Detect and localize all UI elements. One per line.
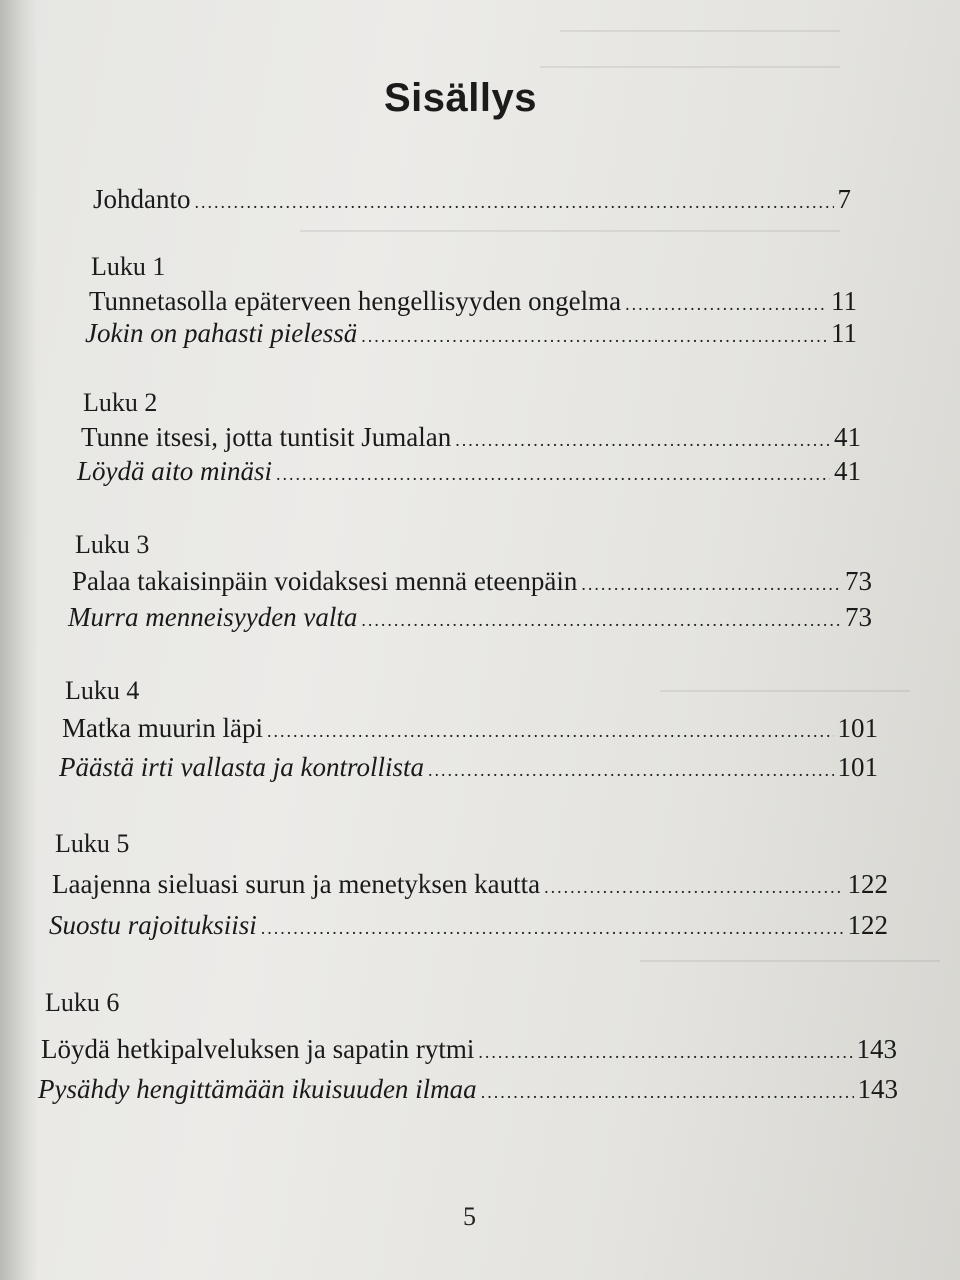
dot-leader — [267, 721, 834, 742]
toc-page-number: 122 — [847, 869, 888, 899]
toc-page-number: 11 — [831, 286, 857, 316]
page-title: Sisällys — [384, 76, 538, 120]
toc-entry-label: Tunne itsesi, jotta tuntisit Jumalan — [81, 422, 452, 452]
toc-page-number: 101 — [837, 713, 878, 743]
toc-entry-label: Johdanto — [93, 184, 191, 214]
toc-entry-chapter-subtitle — [38, 1074, 898, 1110]
toc-page-number: 11 — [831, 318, 857, 348]
toc-page-number: 73 — [845, 602, 872, 632]
page-number: 5 — [463, 1202, 476, 1231]
toc-entry-chapter-subtitle — [49, 910, 888, 946]
toc-page-number: 101 — [837, 752, 878, 782]
toc-entry-chapter-subtitle — [77, 456, 861, 492]
toc-page-number: 73 — [845, 566, 872, 596]
dot-leader — [478, 1042, 852, 1063]
show-through-line — [300, 230, 840, 232]
chapter-heading: Luku 1 — [91, 252, 166, 281]
toc-entry-label: Jokin on pahasti pielessä — [85, 318, 358, 348]
toc-entry-label: Päästä irti vallasta ja kontrollista — [59, 752, 425, 782]
toc-entry-label: Löydä hetkipalveluksen ja sapatin rytmi — [41, 1034, 475, 1064]
dot-leader — [195, 192, 834, 213]
toc-entry-label: Suostu rajoituksiisi — [49, 910, 257, 940]
show-through-line — [640, 960, 940, 962]
toc-entry-chapter-title — [52, 869, 888, 905]
dot-leader — [625, 294, 827, 315]
toc-entry-chapter-title — [89, 286, 857, 322]
toc-page-number: 143 — [857, 1074, 898, 1104]
toc-page-number: 122 — [847, 910, 888, 940]
dot-leader — [261, 918, 844, 939]
chapter-heading: Luku 2 — [83, 388, 158, 417]
dot-leader — [455, 430, 830, 451]
dot-leader — [581, 574, 841, 595]
dot-leader — [544, 877, 843, 898]
toc-page-number: 41 — [834, 456, 861, 486]
toc-entry-chapter-subtitle — [59, 752, 878, 788]
show-through-line — [540, 66, 840, 68]
toc-entry-chapter-title — [41, 1034, 897, 1070]
toc-entry-chapter-title — [72, 566, 872, 602]
dot-leader — [361, 326, 827, 347]
chapter-heading: Luku 3 — [75, 530, 150, 559]
toc-page-number: 143 — [856, 1034, 897, 1064]
toc-entry-label: Pysähdy hengittämään ikuisuuden ilmaa — [38, 1074, 477, 1104]
toc-entry-label: Löydä aito minäsi — [77, 456, 273, 486]
show-through-line — [560, 30, 840, 32]
toc-page-number: 7 — [837, 184, 851, 214]
dot-leader — [276, 464, 830, 485]
toc-entry-chapter-subtitle — [68, 602, 872, 638]
toc-entry-label: Laajenna sieluasi surun ja menetyksen kautta — [52, 869, 541, 899]
toc-entry-label: Matka muurin läpi — [62, 713, 263, 743]
toc-entry-chapter-subtitle — [85, 318, 857, 354]
dot-leader — [428, 760, 833, 781]
chapter-heading: Luku 5 — [55, 829, 130, 858]
chapter-heading: Luku 4 — [65, 676, 140, 705]
toc-entry-label: Tunnetasolla epäterveen hengellisyyden ongelma — [89, 286, 622, 316]
toc-entry-label: Palaa takaisinpäin voidaksesi mennä eteenpäin — [72, 566, 578, 596]
show-through-line — [660, 690, 910, 692]
toc-entry-chapter-title — [81, 422, 861, 458]
toc-entry-chapter-title — [62, 713, 878, 749]
toc-entry-label: Murra menneisyyden valta — [68, 602, 358, 632]
toc-page-number: 41 — [834, 422, 861, 452]
chapter-heading: Luku 6 — [45, 988, 120, 1017]
toc-entry-intro — [93, 184, 851, 220]
dot-leader — [361, 610, 841, 631]
page-gutter-shadow — [0, 0, 38, 1280]
dot-leader — [481, 1082, 854, 1103]
